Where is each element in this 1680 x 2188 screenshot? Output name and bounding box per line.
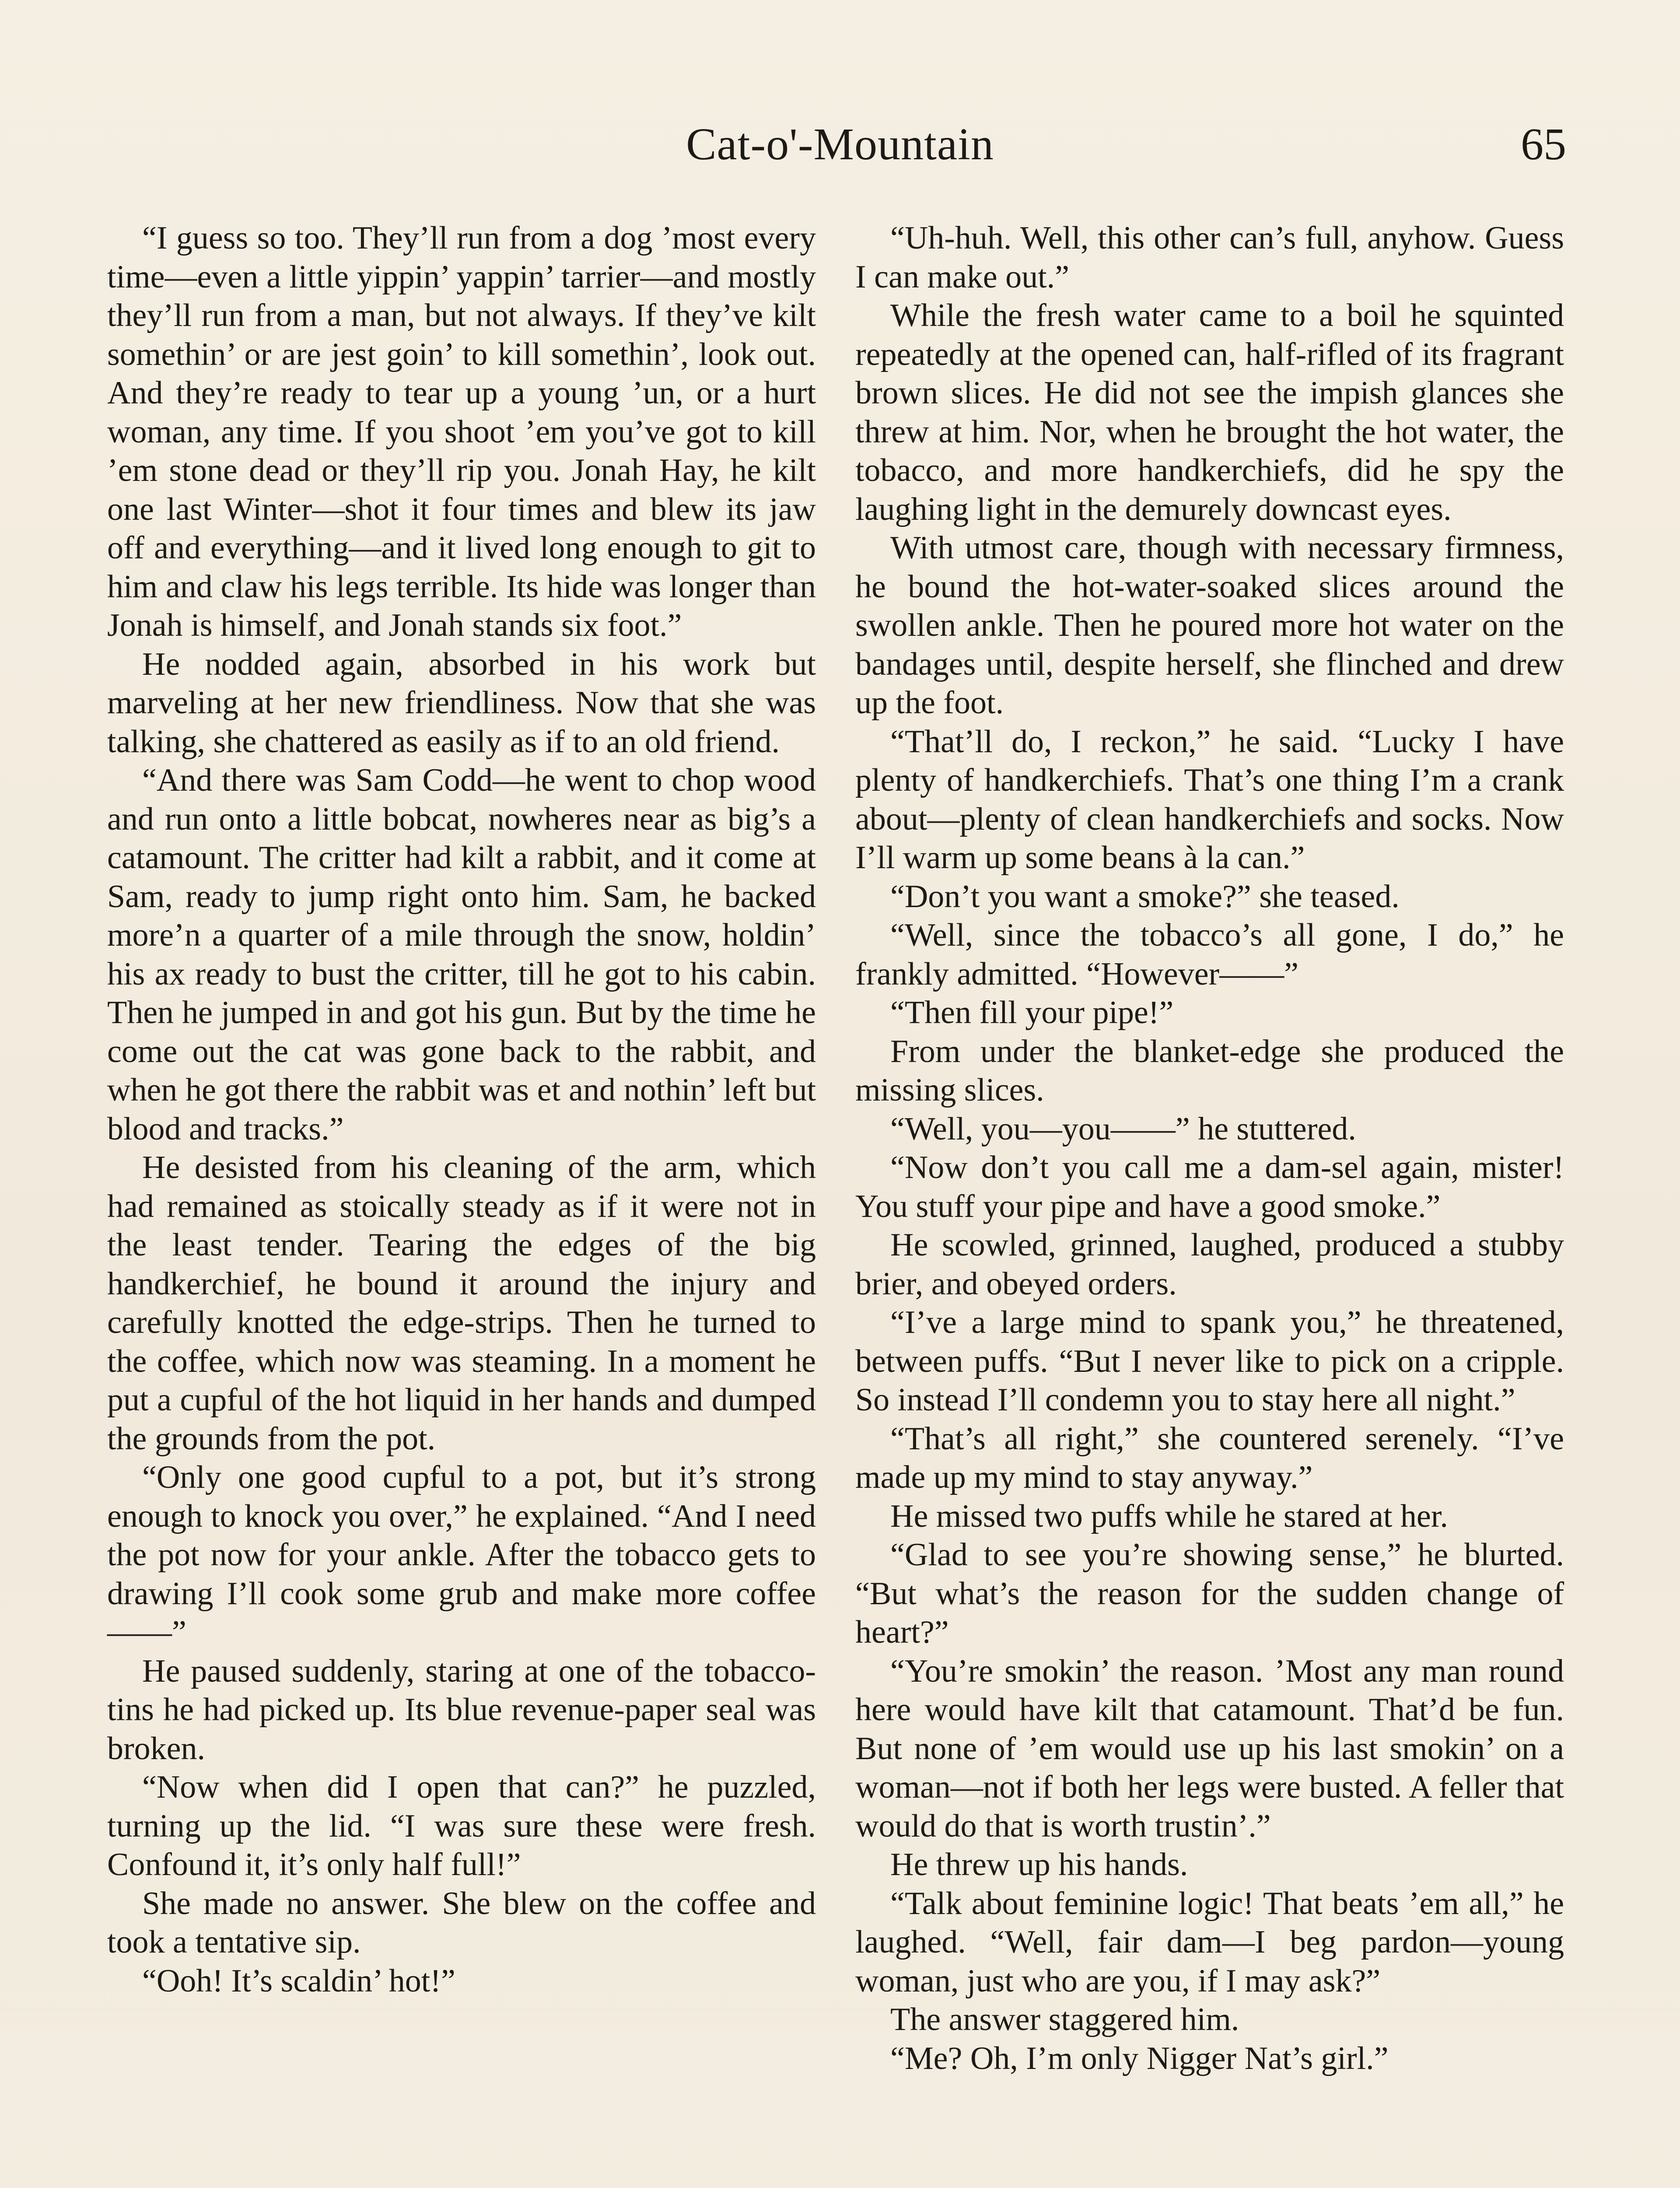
paragraph: While the fresh water came to a boil he squinted repeatedly at the opened can, half-rifled of its fragrant brown slices. He did not see the impish glances she threw at him. Nor, when he brought the hot water, the tobacco, and more handkerchiefs, did he spy the laughing light in the demurely downcast eyes. xyxy=(855,298,1564,527)
paragraph: He threw up his hands. xyxy=(890,1847,1188,1883)
paragraph: “You’re smokin’ the reason. ’Most any man round here would have kilt that catamount. That’d be fun. But none of ’em would use up his last smokin’ on a woman—not if both her legs were busted. A feller that would do that is worth trustin’.” xyxy=(855,1653,1564,1844)
paragraph: He paused suddenly, staring at one of the tobacco-tins he had picked up. Its blue revenue-paper seal was broken. xyxy=(107,1653,816,1767)
left-column xyxy=(107,219,816,2000)
paragraph: “I’ve a large mind to spank you,” he threatened, between puffs. “But I never like to pick on a cripple. So instead I’ll condemn you to stay here all night.” xyxy=(855,1304,1564,1418)
page-number: 65 xyxy=(1521,119,1566,169)
paragraph: He nodded again, absorbed in his work but marveling at her new friendliness. Now that she was talking, she chattered as easily as if to an old friend. xyxy=(107,646,816,760)
paragraph: The answer staggered him. xyxy=(890,2002,1239,2037)
paragraph: “Then fill your pipe!” xyxy=(890,995,1174,1031)
paragraph: “That’ll do, I reckon,” he said. “Lucky I have plenty of handkerchiefs. That’s one thing I’m a crank about—plenty of clean handkerchiefs and socks. Now I’ll warm up some beans à la can.” xyxy=(855,723,1564,876)
paragraph: “Uh-huh. Well, this other can’s full, anyhow. Guess I can make out.” xyxy=(855,220,1564,295)
paragraph: She made no answer. She blew on the coffee and took a tentative sip. xyxy=(107,1885,816,1960)
paragraph: “Talk about feminine logic! That beats ’em all,” he laughed. “Well, fair dam—I beg pardon—young woman, just who are you, if I may ask?” xyxy=(855,1885,1564,1999)
paragraph: “Now don’t you call me a dam-sel again, mister! You stuff your pipe and have a good smoke.” xyxy=(855,1150,1564,1224)
paragraph: “Me? Oh, I’m only Nigger Nat’s girl.” xyxy=(890,2040,1389,2076)
paragraph: “Well, since the tobacco’s all gone, I do,” he frankly admitted. “However——” xyxy=(855,917,1564,992)
paragraph: “And there was Sam Codd—he went to chop wood and run onto a little bobcat, nowheres near as big’s a catamount. The critter had kilt a rabbit, and it come at Sam, ready to jump right onto him. Sam, he backed more’n a quarter of a mile through the snow, holdin’ his ax ready to bust the critter, till he got to his cabin. Then he jumped in and got his gun. But by the time he come out the cat was gone back to the rabbit, and when he got there the rabbit was et and nothin’ left but blood and tracks.” xyxy=(107,762,816,1147)
paragraph: “Don’t you want a smoke?” she teased. xyxy=(890,878,1400,915)
paragraph: He scowled, grinned, laughed, produced a stubby brier, and obeyed orders. xyxy=(855,1227,1564,1302)
paragraph: “Now when did I open that can?” he puzzled, turning up the lid. “I was sure these were fresh. Confound it, it’s only half full!” xyxy=(107,1769,816,1883)
running-title: Cat-o'-Mountain xyxy=(686,119,994,169)
paragraph: “Well, you—you——” he stuttered. xyxy=(890,1111,1356,1147)
paragraph: With utmost care, though with necessary firmness, he bound the hot-water-soaked slices around the swollen ankle. Then he poured more hot water on the bandages until, despite herself, she flinched and drew up the foot. xyxy=(855,530,1564,721)
paragraph: “I guess so too. They’ll run from a dog ’most every time—even a little yippin’ yappin’ tarrier—and mostly they’ll run from a man, but not always. If they’ve kilt somethin’ or are jest goin’ to kill somethin’, look out. And they’re ready to tear up a young ’un, or a hurt woman, any time. If you shoot ’em you’ve got to kill ’em stone dead or they’ll rip you. Jonah Hay, he kilt one last Winter—shot it four times and blew its jaw off and everything—and it lived long enough to git to him and claw his legs terrible. Its hide was longer than Jonah is himself, and Jonah stands six foot.” xyxy=(107,220,816,643)
paragraph: “Glad to see you’re showing sense,” he blurted. “But what’s the reason for the sudden change of heart?” xyxy=(855,1537,1564,1650)
paragraph: “Only one good cupful to a pot, but it’s strong enough to knock you over,” he explained. “And I need the pot now for your ankle. After the tobacco gets to drawing I’ll cook some grub and make more coffee——” xyxy=(107,1459,816,1650)
paragraph: “Ooh! It’s scaldin’ hot!” xyxy=(142,1963,455,1999)
paragraph: “That’s all right,” she countered serenely. “I’ve made up my mind to stay anyway.” xyxy=(855,1420,1564,1495)
paragraph: From under the blanket-edge she produced the missing slices. xyxy=(855,1033,1564,1108)
paragraph: He missed two puffs while he stared at her. xyxy=(890,1498,1448,1534)
right-column xyxy=(855,219,1564,2078)
paragraph: He desisted from his cleaning of the arm, which had remained as stoically steady as if it were not in the least tender. Tearing the edges of the big handkerchief, he bound it around the injury and carefully knotted the edge-strips. Then he turned to the coffee, which now was steaming. In a moment he put a cupful of the hot liquid in her hands and dumped the grounds from the pot. xyxy=(107,1150,816,1457)
